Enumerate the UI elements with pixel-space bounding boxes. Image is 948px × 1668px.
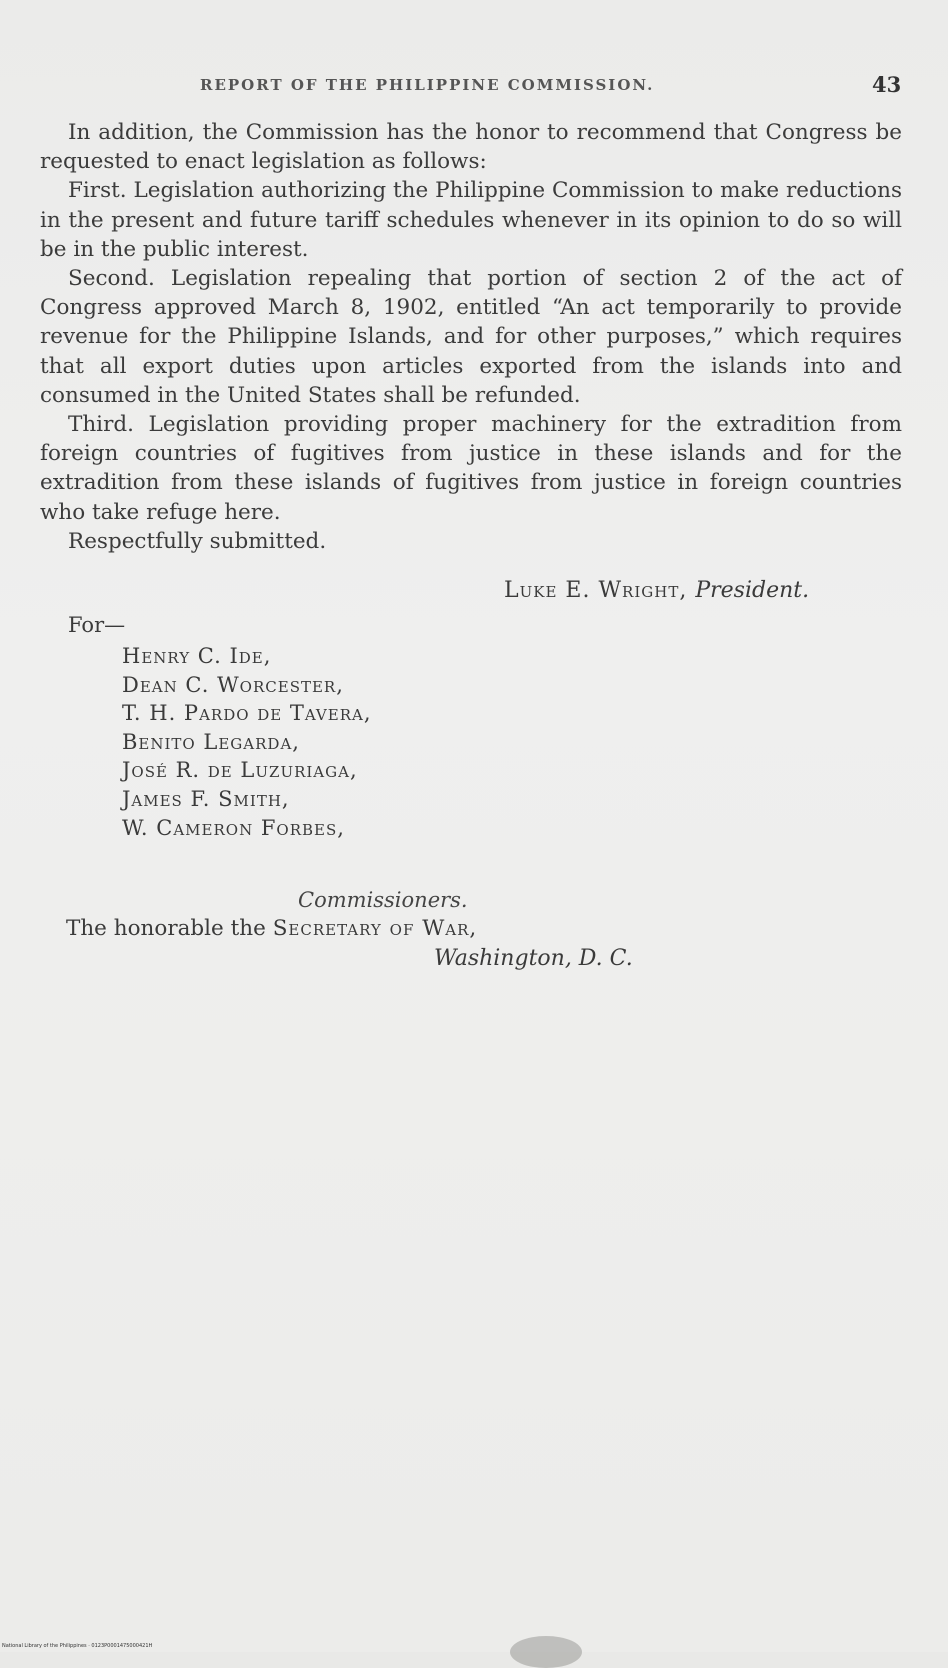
commissioner-name: T. H. Pardo de Tavera, (122, 701, 372, 726)
commissioner-list (122, 642, 372, 842)
signature-block (504, 578, 809, 603)
commissioner-name: W. Cameron Forbes, (122, 815, 345, 840)
commissioner-name: Dean C. Worcester, (122, 672, 344, 697)
for-label: For— (68, 613, 126, 637)
closing-line: Respectfully submitted. (68, 528, 327, 554)
paragraph-second: Second. Legislation repealing that portion of section 2 of the act of Congress approved March 8, 1902, entitled “An act temporarily to provide revenue for the Philippine Islands, and for other purposes,” which requires that all export duties upon articles exported from the islands into and consumed in the United States shall be refunded. (40, 266, 902, 408)
commissioner-name: José R. de Luzuriaga, (122, 758, 358, 783)
signer-name: Luke E. Wright, (504, 578, 688, 603)
scan-artifact (510, 1636, 582, 1668)
commissioner-name: James F. Smith, (122, 786, 290, 811)
paragraph-first: First. Legislation authorizing the Philippine Commission to make reductions in the present and future tariff schedules whenever in its opinion to do so will be in the public interest. (40, 178, 902, 262)
addressee-title: Secretary of War, (272, 916, 478, 941)
addressee-prefix: The honorable the (66, 916, 266, 941)
header-title: REPORT OF THE PHILIPPINE COMMISSION. (200, 76, 655, 94)
addressee-line (66, 916, 477, 941)
addressee-location: Washington, D. C. (434, 946, 633, 971)
paragraph-third: Third. Legislation providing proper machinery for the extradition from foreign countries of fugitives from justice in these islands and for the extradition from these islands of fugitives from justice in foreign countries who take refuge here. (40, 412, 902, 525)
report-body (40, 118, 902, 556)
paragraph-intro: In addition, the Commission has the honor to recommend that Congress be requested to enact legislation as follows: (40, 120, 902, 175)
page-number: 43 (872, 72, 902, 97)
commissioners-title: Commissioners. (298, 888, 468, 912)
commissioner-name: Henry C. Ide, (122, 644, 272, 668)
scan-footer-note: National Library of the Philippines · 0123P0001475000421H (2, 1643, 153, 1649)
commissioner-name: Benito Legarda, (122, 729, 300, 754)
signer-role: President. (695, 578, 810, 603)
